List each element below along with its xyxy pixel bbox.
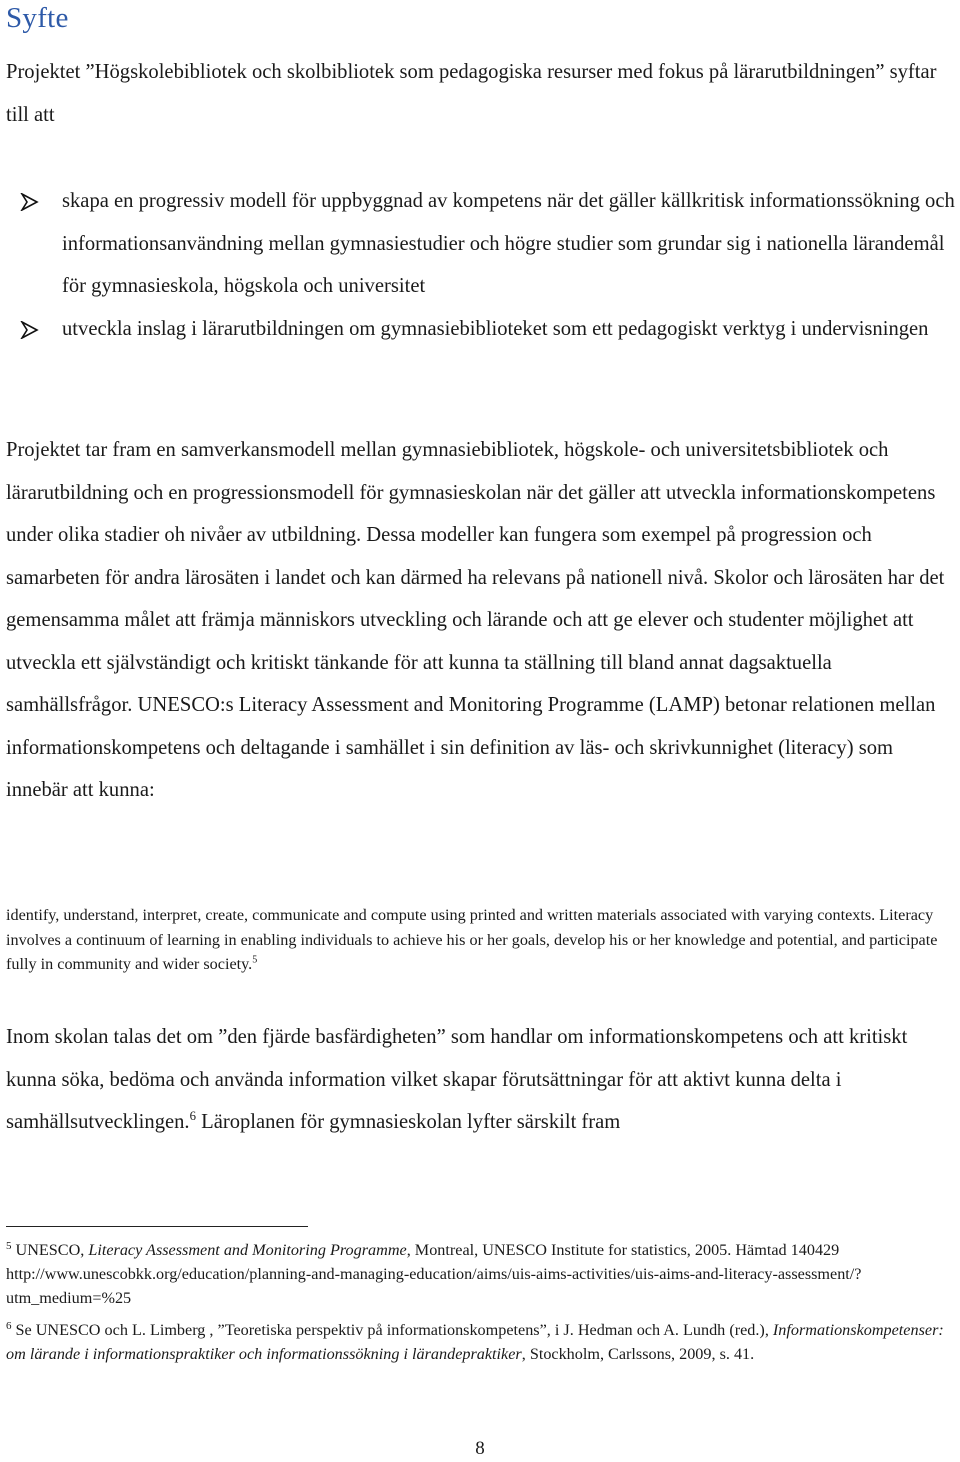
paragraph-text: Inom skolan talas det om ”den fjärde basfärdigheten” som handlar om informationskompetens och att kritiskt kunna söka, bedöma och använda information vilket skapar förutsättningar för att aktivt kunna delta i samhällsutvecklingen.: [6, 1026, 908, 1133]
quote-text: identify, understand, interpret, create, communicate and compute using printed and written materials associated with varying contexts. Literacy involves a continuum of learning in enabling individuals to achieve his or her goals, develop his or her knowledge and potential, and participate fully in community and wider society.: [6, 906, 938, 973]
footnote-suffix: , Montreal, UNESCO Institute for statistics, 2005. Hämtad 140429 http://www.unescobkk.org/education/planning-and-managing-education/aims/uis-aims-activities/uis-aims-and-literacy-assessment/?utm_medium=%25: [6, 1241, 862, 1307]
footnote-5: [6, 1238, 958, 1310]
footnote-number: 6: [6, 1319, 12, 1332]
footnote-ref-5[interactable]: 5: [252, 954, 258, 966]
body-paragraph: Projektet tar fram en samverkansmodell mellan gymnasiebibliotek, högskole- och universitetsbibliotek och lärarutbildning och en progressionsmodell för gymnasieskolan när det gäller att utveckla informationskompetens under olika stadier oh nivåer av utbildning. Dessa modeller kan fungera som exempel på progression och samarbeten för andra lärosäten i landet och kan därmed ha relevans på nationell nivå. Skolor och lärosäten har det gemensamma målet att främja människors utveckling och lärande och att ge elever och studenter möjlighet att utveckla ett självständigt och kritiskt tänkande för att kunna ta ställning till bland annat dagsaktuella samhällsfrågor. UNESCO:s Literacy Assessment and Monitoring Programme (LAMP) betonar relationen mellan informationskompetens och deltagande i samhället i sin definition av läs- och skrivkunnighet (literacy) som innebär att kunna:: [6, 439, 945, 801]
page-number: 8: [475, 1438, 485, 1459]
footnote-title: Informationskompetenser: om lärande i informationspraktiker och informationssökning i lärandepraktiker: [6, 1321, 944, 1363]
list-item-text: skapa en progressiv modell för uppbyggnad av kompetens när det gäller källkritisk informationssökning och informationsanvändning mellan gymnasiestudier och högre studier som grundar sig i nationella lärandemål för gymnasieskola, högskola och universitet: [62, 190, 955, 297]
section-heading: Syfte: [6, 2, 69, 34]
footnote-suffix: , Stockholm, Carlssons, 2009, s. 41.: [521, 1345, 755, 1363]
footnote-title: Literacy Assessment and Monitoring Programme: [88, 1241, 407, 1259]
footnote-6: [6, 1318, 958, 1366]
block-quote: [6, 903, 954, 977]
list-item: [0, 180, 955, 308]
arrowhead-bullet-icon: [20, 193, 40, 211]
intro-paragraph: Projektet ”Högskolebibliotek och skolbibliotek som pedagogiska resurser med fokus på lärarutbildningen” syftar till att: [6, 61, 937, 126]
footnote-prefix: UNESCO,: [15, 1241, 89, 1259]
list-item: [0, 308, 955, 351]
purpose-list: [0, 180, 955, 350]
list-item-text: utveckla inslag i lärarutbildningen om gymnasiebiblioteket som ett pedagogiskt verktyg i undervisningen: [62, 317, 929, 340]
footnote-number: 5: [6, 1239, 12, 1252]
footnote-separator: [6, 1226, 308, 1227]
footnote-ref-6[interactable]: 6: [189, 1109, 196, 1124]
footnote-prefix: Se UNESCO och L. Limberg , ”Teoretiska perspektiv på informationskompetens”, i J. Hedman och A. Lundh (red.),: [15, 1321, 773, 1339]
body-paragraph-2: [6, 1016, 951, 1144]
arrowhead-bullet-icon: [20, 321, 40, 339]
paragraph-text-continued: Läroplanen för gymnasieskolan lyfter särskilt fram: [195, 1111, 621, 1133]
